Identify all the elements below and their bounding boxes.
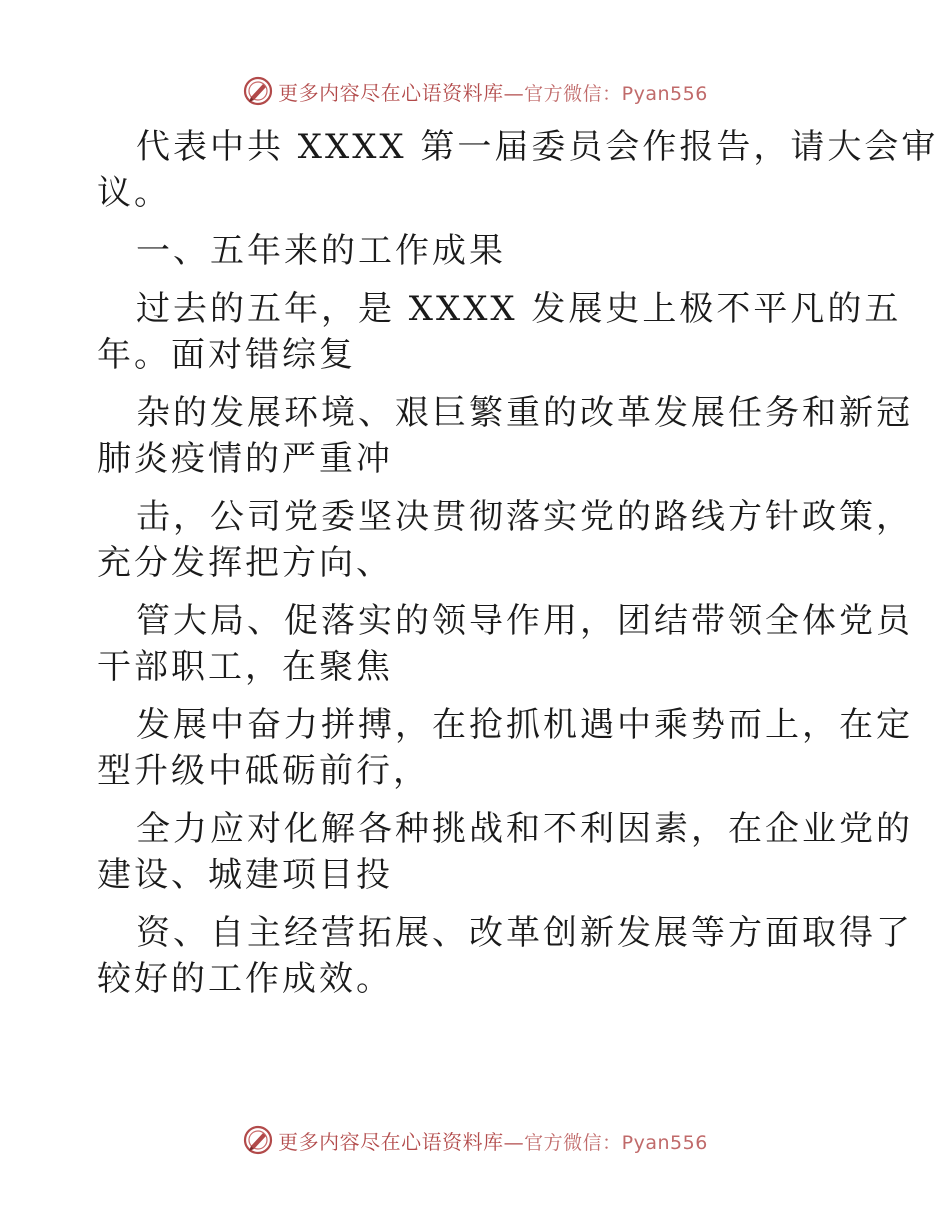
- paragraph-line: 较好的工作成效。: [97, 959, 393, 999]
- wechat-id: 官方微信：Pyan556: [524, 82, 708, 105]
- paragraph-line: 过去的五年，是 XXXX 发展史上极不平凡的五: [136, 289, 902, 329]
- paragraph-line: 型升级中砥砺前行，: [97, 751, 430, 791]
- banner-text: 更多内容尽在心语资料库—官方微信：Pyan556: [278, 1129, 708, 1154]
- paragraph-line: 代表中共 XXXX 第一届委员会作报告，请大会审: [136, 127, 939, 167]
- logo-icon: [242, 1124, 274, 1156]
- paragraph-line: 充分发挥把方向、: [97, 543, 393, 583]
- paragraph-line: 建设、城建项目投: [97, 855, 393, 895]
- paragraph-line: 击，公司党委坚决贯彻落实党的路线方针政策，: [136, 497, 913, 537]
- paragraph-line: 发展中奋力拼搏，在抢抓机遇中乘势而上，在定: [136, 705, 913, 745]
- paragraph-line: 干部职工，在聚焦: [97, 647, 393, 687]
- paragraph-line: 肺炎疫情的严重冲: [97, 439, 393, 479]
- paragraph-line: 全力应对化解各种挑战和不利因素，在企业党的: [136, 809, 913, 849]
- paragraph-line: 管大局、促落实的领导作用，团结带领全体党员: [136, 601, 913, 641]
- logo-icon: [242, 75, 274, 107]
- document-body: [97, 124, 939, 1002]
- section-heading: 一、五年来的工作成果: [136, 231, 506, 271]
- paragraph-line: 杂的发展环境、艰巨繁重的改革发展任务和新冠: [136, 393, 913, 433]
- paragraph-line: 年。面对错综复: [97, 335, 356, 375]
- footer-banner: [0, 1120, 950, 1160]
- paragraph-line: 资、自主经营拓展、改革创新发展等方面取得了: [136, 913, 913, 953]
- header-banner: [0, 71, 950, 111]
- wechat-id: 官方微信：Pyan556: [524, 1131, 708, 1154]
- paragraph-line: 议。: [97, 173, 171, 213]
- banner-text: 更多内容尽在心语资料库—官方微信：Pyan556: [278, 80, 708, 105]
